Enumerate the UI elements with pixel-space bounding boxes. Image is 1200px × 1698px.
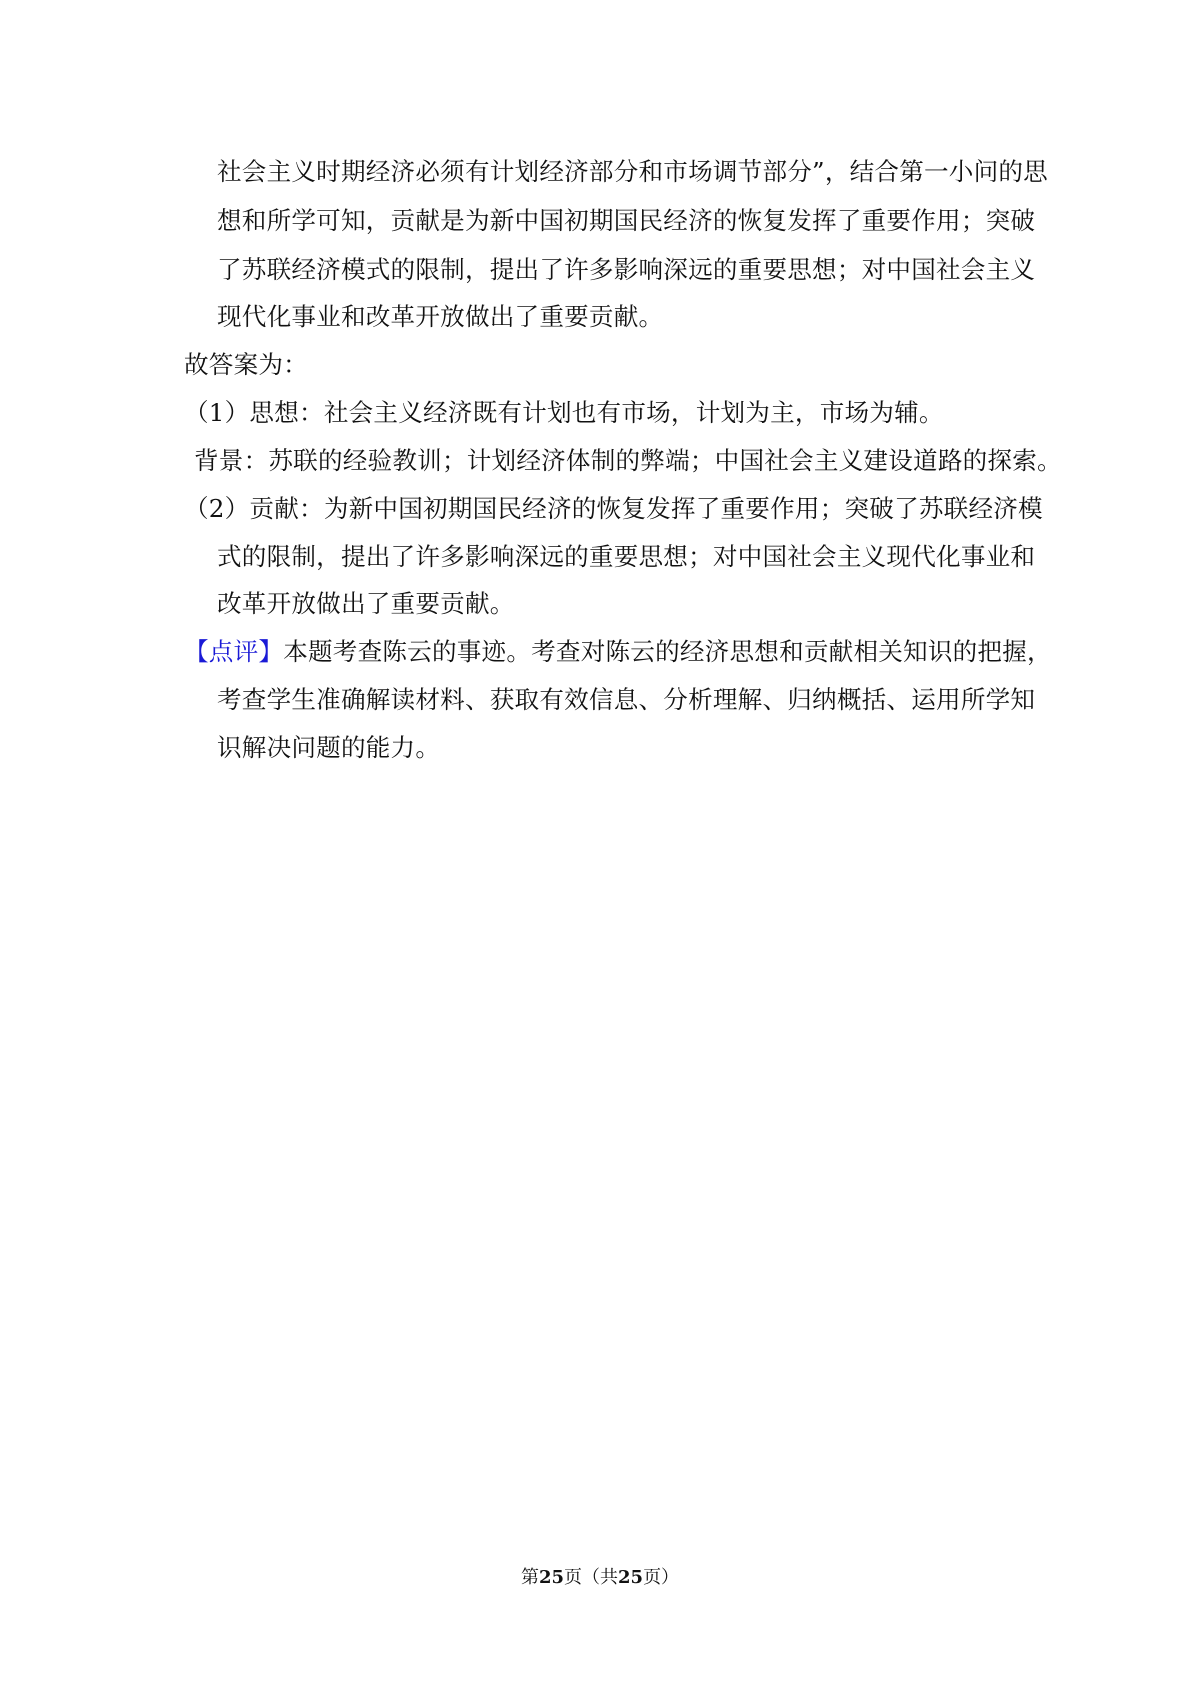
answer-part2-line-1: （2）贡献：为新中国初期国民经济的恢复发挥了重要作用；突破了苏联经济模 xyxy=(184,494,1043,523)
footer-suffix: 页） xyxy=(643,1567,680,1588)
comment-first-line-text: 本题考查陈云的事迹。考查对陈云的经济思想和贡献相关知识的把握， xyxy=(283,637,1052,666)
comment-tag: 【点评】 xyxy=(184,637,284,666)
comment-line-3: 识解决问题的能力。 xyxy=(217,733,441,762)
answer-part1-thought: （1）思想：社会主义经济既有计划也有市场，计划为主，市场为辅。 xyxy=(184,398,944,427)
comment-line-2: 考查学生准确解读材料、获取有效信息、分析理解、归纳概括、运用所学知 xyxy=(217,685,1036,714)
comment-line-1 xyxy=(184,637,1052,667)
continuation-line-4: 现代化事业和改革开放做出了重要贡献。 xyxy=(217,302,664,331)
continuation-line-1: 社会主义时期经济必须有计划经济部分和市场调节部分”，结合第一小问的思 xyxy=(217,157,1048,186)
continuation-line-2: 想和所学可知，贡献是为新中国初期国民经济的恢复发挥了重要作用；突破 xyxy=(217,206,1036,235)
footer-page-number: 25 xyxy=(538,1567,564,1588)
answer-part2-line-2: 式的限制，提出了许多影响深远的重要思想；对中国社会主义现代化事业和 xyxy=(217,542,1036,571)
footer-middle: 页（共 xyxy=(564,1567,618,1588)
answer-heading: 故答案为： xyxy=(184,350,308,379)
page-footer xyxy=(0,1566,1200,1590)
footer-prefix: 第 xyxy=(520,1567,539,1588)
continuation-line-3: 了苏联经济模式的限制，提出了许多影响深远的重要思想；对中国社会主义 xyxy=(217,255,1036,284)
answer-part2-line-3: 改革开放做出了重要贡献。 xyxy=(217,589,515,618)
footer-total-pages: 25 xyxy=(618,1567,644,1588)
answer-part1-background: 背景：苏联的经验教训；计划经济体制的弊端；中国社会主义建设道路的探索。 xyxy=(194,446,1062,475)
